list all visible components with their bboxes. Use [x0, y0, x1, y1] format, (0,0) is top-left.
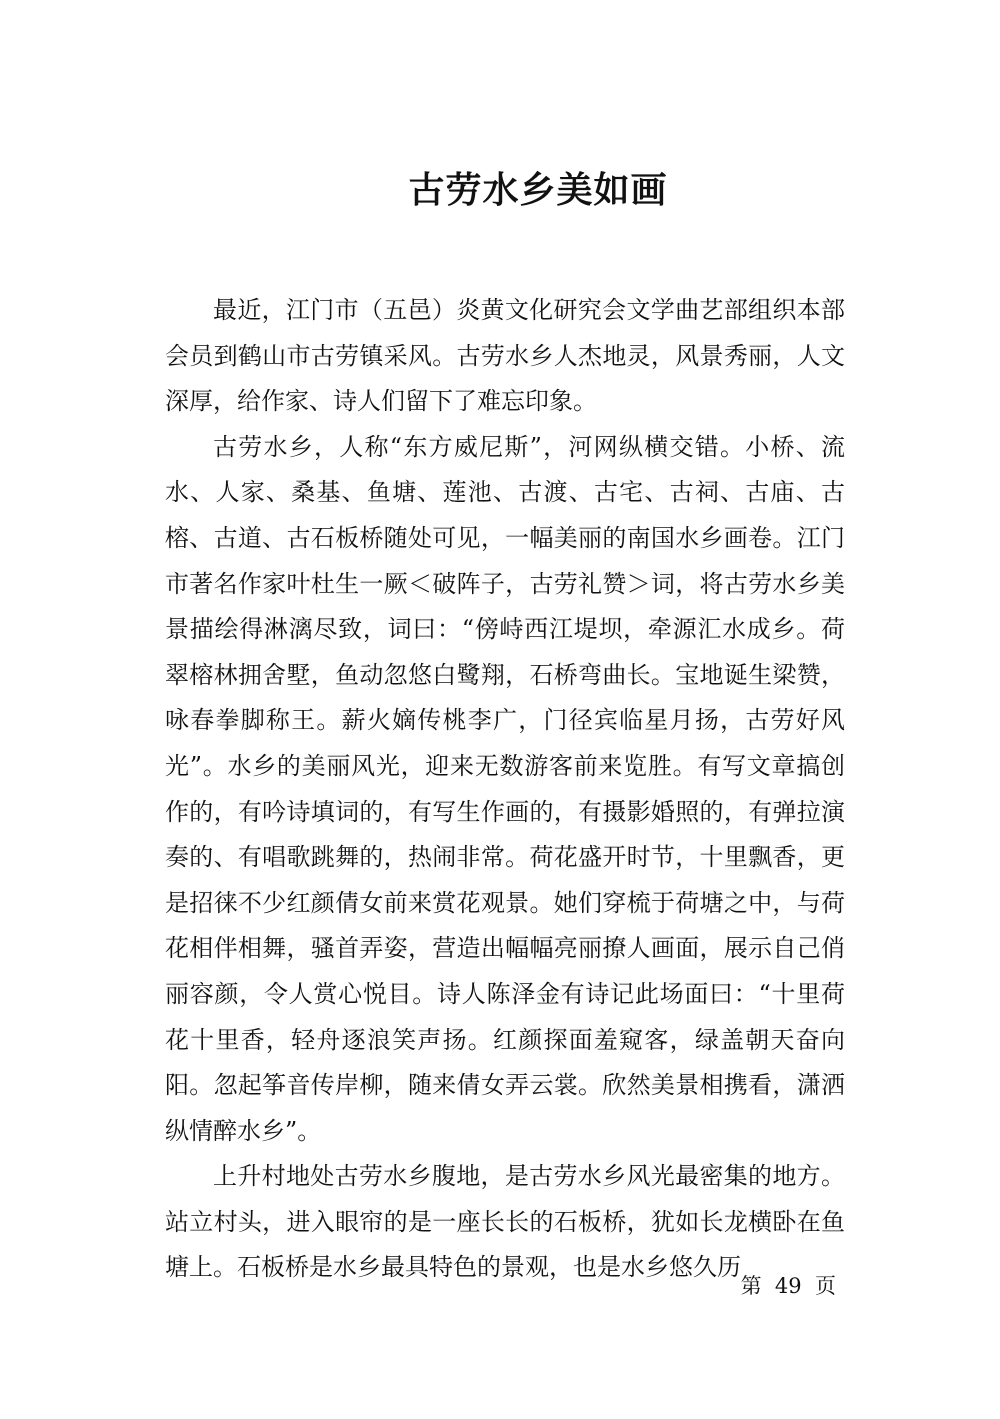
paragraph-3: 上升村地处古劳水乡腹地，是古劳水乡风光最密集的地方。站立村头，进入眼帘的是一座长长的石板桥，犹如长龙横卧在鱼塘上。石板桥是水乡最具特色的景观，也是水乡悠久历: [165, 1162, 845, 1282]
paragraph-2: 古劳水乡，人称“东方威尼斯”，河网纵横交错。小桥、流水、人家、桑基、鱼塘、莲池、古渡、古宅、古祠、古庙、古榕、古道、古石板桥随处可见，一幅美丽的南国水乡画卷。江门市著名作家叶杜生一厥＜破阵子，古劳礼赞＞词，将古劳水乡美景描绘得淋漓尽致，词曰：“傍峙西江堤坝，牵源汇水成乡。荷翠榕林拥舍墅，鱼动忽悠白鹭翔，石桥弯曲长。宝地诞生梁赞，咏春拳脚称王。薪火嫡传桃李广，门径宾临星月扬，古劳好风光”。水乡的美丽风光，迎来无数游客前来览胜。有写文章搞创作的，有吟诗填词的，有写生作画的，有摄影婚照的，有弹拉演奏的、有唱歌跳舞的，热闹非常。荷花盛开时节，十里飘香，更是招徕不少红颜倩女前来赏花观景。她们穿梳于荷塘之中，与荷花相伴相舞，骚首弄姿，营造出幅幅亮丽撩人画面，展示自己俏丽容颜，令人赏心悦目。诗人陈泽金有诗记此场面曰：“十里荷花十里香，轻舟逐浪笑声扬。红颜探面羞窥客，绿盖朝天奋向阳。忽起筝音传岸柳，随来倩女弄云裳。欣然美景相携看，潇洒纵情醉水乡”。: [165, 432, 845, 1145]
article-title: 古劳水乡美如画: [408, 170, 668, 211]
paragraph-1: 最近，江门市（五邑）炎黄文化研究会文学曲艺部组织本部会员到鹤山市古劳镇采风。古劳水乡人杰地灵，风景秀丽，人文深厚，给作家、诗人们留下了难忘印象。: [165, 296, 845, 416]
article-body: [165, 288, 845, 1291]
page-number: 第 49 页: [740, 1274, 836, 1298]
